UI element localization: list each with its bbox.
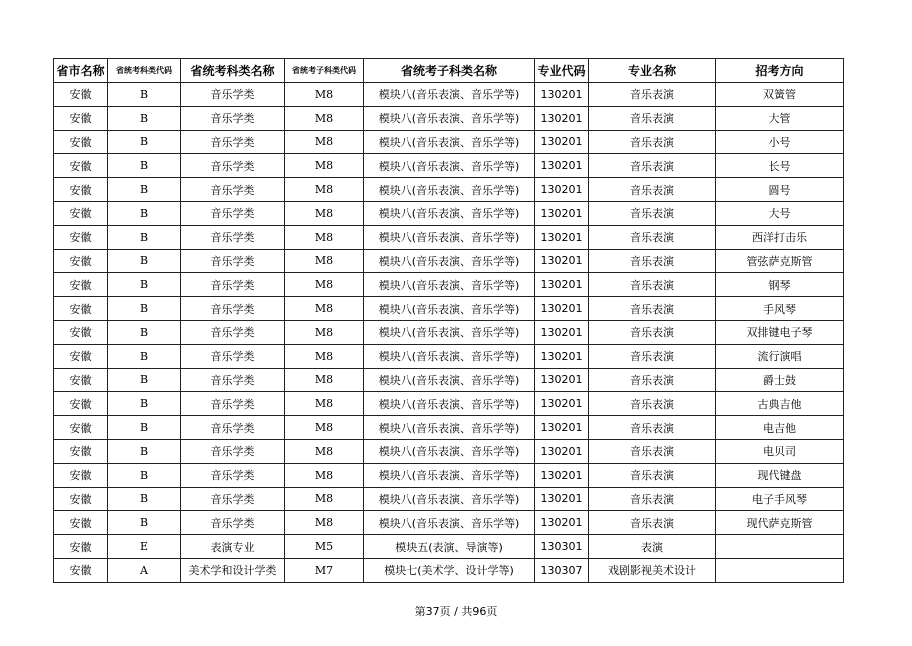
table-cell: 安徽 xyxy=(54,83,108,107)
table-cell: 音乐表演 xyxy=(589,106,716,130)
table-row xyxy=(54,130,844,154)
table-cell: 安徽 xyxy=(54,320,108,344)
table-cell: 安徽 xyxy=(54,178,108,202)
table-cell: B xyxy=(108,416,181,440)
table-cell: 音乐学类 xyxy=(181,106,285,130)
table-cell: 音乐学类 xyxy=(181,416,285,440)
table-cell: 音乐表演 xyxy=(589,130,716,154)
table-cell: 模块八(音乐表演、音乐学等) xyxy=(364,249,535,273)
table-cell: 130201 xyxy=(535,249,589,273)
table-cell: 西洋打击乐 xyxy=(716,225,844,249)
table-row xyxy=(54,463,844,487)
table-cell: B xyxy=(108,344,181,368)
table-cell: 安徽 xyxy=(54,439,108,463)
table-body xyxy=(54,83,844,583)
table-cell: 音乐表演 xyxy=(589,392,716,416)
table-row xyxy=(54,558,844,582)
table-cell: B xyxy=(108,154,181,178)
table-cell: 音乐表演 xyxy=(589,178,716,202)
table-cell: B xyxy=(108,130,181,154)
table-cell: 音乐学类 xyxy=(181,273,285,297)
table-cell: B xyxy=(108,273,181,297)
header-cell: 省统考科类名称 xyxy=(181,59,285,83)
page-number: 第37页 / 共96页 xyxy=(414,605,498,618)
table-cell: 安徽 xyxy=(54,392,108,416)
table-row xyxy=(54,392,844,416)
header-cell: 省统考科类代码 xyxy=(108,59,181,83)
table-row xyxy=(54,106,844,130)
table-cell: M7 xyxy=(285,558,364,582)
table-cell: M8 xyxy=(285,154,364,178)
table-cell: 安徽 xyxy=(54,201,108,225)
header-cell: 省市名称 xyxy=(54,59,108,83)
table-cell: 模块八(音乐表演、音乐学等) xyxy=(364,392,535,416)
table-cell: 130201 xyxy=(535,392,589,416)
table-row xyxy=(54,487,844,511)
table-row xyxy=(54,368,844,392)
header-cell: 专业名称 xyxy=(589,59,716,83)
table-cell: 130201 xyxy=(535,297,589,321)
table-cell: 现代键盘 xyxy=(716,463,844,487)
table-cell: B xyxy=(108,297,181,321)
table-cell: 爵士鼓 xyxy=(716,368,844,392)
table-cell: M5 xyxy=(285,535,364,559)
table-cell: 音乐学类 xyxy=(181,368,285,392)
table-cell: B xyxy=(108,463,181,487)
table-cell: 大管 xyxy=(716,106,844,130)
table-cell: 音乐学类 xyxy=(181,320,285,344)
table-cell: 电贝司 xyxy=(716,439,844,463)
table-cell: 音乐学类 xyxy=(181,439,285,463)
table-cell: 音乐学类 xyxy=(181,487,285,511)
table-cell: 130307 xyxy=(535,558,589,582)
table-cell: 模块七(美术学、设计学等) xyxy=(364,558,535,582)
table-cell: 音乐学类 xyxy=(181,392,285,416)
table-cell: 音乐表演 xyxy=(589,439,716,463)
table-row xyxy=(54,416,844,440)
table-cell: 音乐学类 xyxy=(181,154,285,178)
table-cell: 130201 xyxy=(535,511,589,535)
table-cell: 音乐学类 xyxy=(181,225,285,249)
table-cell: 音乐表演 xyxy=(589,463,716,487)
table-cell: 130201 xyxy=(535,344,589,368)
table-cell: B xyxy=(108,368,181,392)
table-cell: 安徽 xyxy=(54,130,108,154)
table-cell: 模块八(音乐表演、音乐学等) xyxy=(364,344,535,368)
table-row xyxy=(54,535,844,559)
table-cell: 安徽 xyxy=(54,511,108,535)
table-cell: E xyxy=(108,535,181,559)
header-cell: 省统考子科类代码 xyxy=(285,59,364,83)
table-cell: 130201 xyxy=(535,439,589,463)
table-cell: 音乐学类 xyxy=(181,297,285,321)
table-cell: M8 xyxy=(285,178,364,202)
table-cell: M8 xyxy=(285,225,364,249)
table-cell: 音乐表演 xyxy=(589,83,716,107)
table-cell: 130301 xyxy=(535,535,589,559)
table-cell: 安徽 xyxy=(54,273,108,297)
table-cell: 模块八(音乐表演、音乐学等) xyxy=(364,511,535,535)
table-row xyxy=(54,439,844,463)
table-cell: 音乐表演 xyxy=(589,344,716,368)
table-cell: 双簧管 xyxy=(716,83,844,107)
table-cell: 音乐表演 xyxy=(589,273,716,297)
table-row xyxy=(54,273,844,297)
table-row xyxy=(54,225,844,249)
table-cell: M8 xyxy=(285,463,364,487)
table-cell: 安徽 xyxy=(54,558,108,582)
table-cell: 模块八(音乐表演、音乐学等) xyxy=(364,130,535,154)
table-cell: 安徽 xyxy=(54,249,108,273)
table-cell: 双排键电子琴 xyxy=(716,320,844,344)
table-cell: 大号 xyxy=(716,201,844,225)
table-cell: 130201 xyxy=(535,487,589,511)
table-cell: 音乐学类 xyxy=(181,511,285,535)
table-cell: 表演 xyxy=(589,535,716,559)
table-cell: M8 xyxy=(285,320,364,344)
table-cell: 模块八(音乐表演、音乐学等) xyxy=(364,178,535,202)
table-cell: M8 xyxy=(285,201,364,225)
table-cell: 音乐表演 xyxy=(589,225,716,249)
table-cell: 音乐表演 xyxy=(589,201,716,225)
table-cell: 音乐表演 xyxy=(589,416,716,440)
table-cell: 130201 xyxy=(535,106,589,130)
table-cell: 音乐学类 xyxy=(181,463,285,487)
table-cell: 模块八(音乐表演、音乐学等) xyxy=(364,83,535,107)
table-cell: 音乐学类 xyxy=(181,249,285,273)
table-cell: B xyxy=(108,249,181,273)
header-cell: 省统考子科类名称 xyxy=(364,59,535,83)
table-cell: 130201 xyxy=(535,320,589,344)
table-cell: 130201 xyxy=(535,83,589,107)
table-cell: 130201 xyxy=(535,463,589,487)
table-cell: B xyxy=(108,392,181,416)
table-cell: 戏剧影视美术设计 xyxy=(589,558,716,582)
table-cell: 130201 xyxy=(535,225,589,249)
table-row xyxy=(54,511,844,535)
table-cell: 音乐学类 xyxy=(181,83,285,107)
table-cell: 安徽 xyxy=(54,463,108,487)
table-cell: 古典吉他 xyxy=(716,392,844,416)
table-cell: 模块八(音乐表演、音乐学等) xyxy=(364,487,535,511)
table-cell: 模块八(音乐表演、音乐学等) xyxy=(364,368,535,392)
table-cell: 音乐表演 xyxy=(589,487,716,511)
table-row xyxy=(54,83,844,107)
header-cell: 专业代码 xyxy=(535,59,589,83)
table-cell: M8 xyxy=(285,297,364,321)
table-cell: 音乐表演 xyxy=(589,368,716,392)
table-cell: 模块八(音乐表演、音乐学等) xyxy=(364,225,535,249)
table-cell: B xyxy=(108,201,181,225)
table-cell: 表演专业 xyxy=(181,535,285,559)
header-cell: 招考方向 xyxy=(716,59,844,83)
table-cell: M8 xyxy=(285,416,364,440)
table-row xyxy=(54,154,844,178)
table-cell: 安徽 xyxy=(54,487,108,511)
table-cell: 音乐学类 xyxy=(181,130,285,154)
table-cell: 安徽 xyxy=(54,297,108,321)
table-cell: M8 xyxy=(285,130,364,154)
table-cell: B xyxy=(108,83,181,107)
table-cell: 音乐表演 xyxy=(589,511,716,535)
data-table xyxy=(53,58,844,583)
table-cell: 现代萨克斯管 xyxy=(716,511,844,535)
table-cell: B xyxy=(108,439,181,463)
table-cell: 安徽 xyxy=(54,154,108,178)
table-cell: 音乐表演 xyxy=(589,154,716,178)
table-cell: 管弦萨克斯管 xyxy=(716,249,844,273)
table-cell: M8 xyxy=(285,273,364,297)
table-cell: M8 xyxy=(285,511,364,535)
table-cell: 流行演唱 xyxy=(716,344,844,368)
table-cell xyxy=(716,535,844,559)
table-cell: M8 xyxy=(285,487,364,511)
table-cell: M8 xyxy=(285,344,364,368)
table-cell: 安徽 xyxy=(54,368,108,392)
table-cell: B xyxy=(108,487,181,511)
table-row xyxy=(54,178,844,202)
table-cell: 音乐表演 xyxy=(589,249,716,273)
table-cell: 音乐学类 xyxy=(181,344,285,368)
table-cell: 模块八(音乐表演、音乐学等) xyxy=(364,297,535,321)
table-cell: 小号 xyxy=(716,130,844,154)
table-cell: 音乐表演 xyxy=(589,320,716,344)
table-cell: B xyxy=(108,225,181,249)
table-cell: 模块八(音乐表演、音乐学等) xyxy=(364,463,535,487)
table-row xyxy=(54,249,844,273)
table-cell: 130201 xyxy=(535,368,589,392)
table-cell: 130201 xyxy=(535,154,589,178)
table-row xyxy=(54,320,844,344)
table-cell: M8 xyxy=(285,249,364,273)
table-row xyxy=(54,297,844,321)
table-cell: 电子手风琴 xyxy=(716,487,844,511)
table-cell: M8 xyxy=(285,83,364,107)
table-cell: 长号 xyxy=(716,154,844,178)
table-cell: 模块五(表演、导演等) xyxy=(364,535,535,559)
table-cell: 圆号 xyxy=(716,178,844,202)
table-cell: 130201 xyxy=(535,178,589,202)
table-cell: 模块八(音乐表演、音乐学等) xyxy=(364,273,535,297)
table-cell: M8 xyxy=(285,368,364,392)
table-cell: 电吉他 xyxy=(716,416,844,440)
table-cell: 130201 xyxy=(535,416,589,440)
table-cell: 模块八(音乐表演、音乐学等) xyxy=(364,106,535,130)
table-cell: 音乐表演 xyxy=(589,297,716,321)
table-cell: A xyxy=(108,558,181,582)
table-cell: 模块八(音乐表演、音乐学等) xyxy=(364,154,535,178)
table-cell: M8 xyxy=(285,106,364,130)
table-row xyxy=(54,344,844,368)
header-row xyxy=(54,59,844,83)
table-cell: B xyxy=(108,178,181,202)
table-cell: B xyxy=(108,106,181,130)
table-cell xyxy=(716,558,844,582)
table-cell: M8 xyxy=(285,392,364,416)
table-cell: 安徽 xyxy=(54,344,108,368)
table-cell: 钢琴 xyxy=(716,273,844,297)
table-cell: 130201 xyxy=(535,273,589,297)
table-cell: 模块八(音乐表演、音乐学等) xyxy=(364,439,535,463)
table-cell: 安徽 xyxy=(54,416,108,440)
table-cell: M8 xyxy=(285,439,364,463)
table-row xyxy=(54,201,844,225)
table-cell: 安徽 xyxy=(54,225,108,249)
table-cell: B xyxy=(108,511,181,535)
table-cell: 130201 xyxy=(535,201,589,225)
table-cell: B xyxy=(108,320,181,344)
table-cell: 音乐学类 xyxy=(181,178,285,202)
table-cell: 模块八(音乐表演、音乐学等) xyxy=(364,320,535,344)
table-cell: 安徽 xyxy=(54,535,108,559)
table-cell: 安徽 xyxy=(54,106,108,130)
table-cell: 模块八(音乐表演、音乐学等) xyxy=(364,201,535,225)
table-cell: 130201 xyxy=(535,130,589,154)
table-cell: 手风琴 xyxy=(716,297,844,321)
table-cell: 美术学和设计学类 xyxy=(181,558,285,582)
table-cell: 模块八(音乐表演、音乐学等) xyxy=(364,416,535,440)
table-cell: 音乐学类 xyxy=(181,201,285,225)
